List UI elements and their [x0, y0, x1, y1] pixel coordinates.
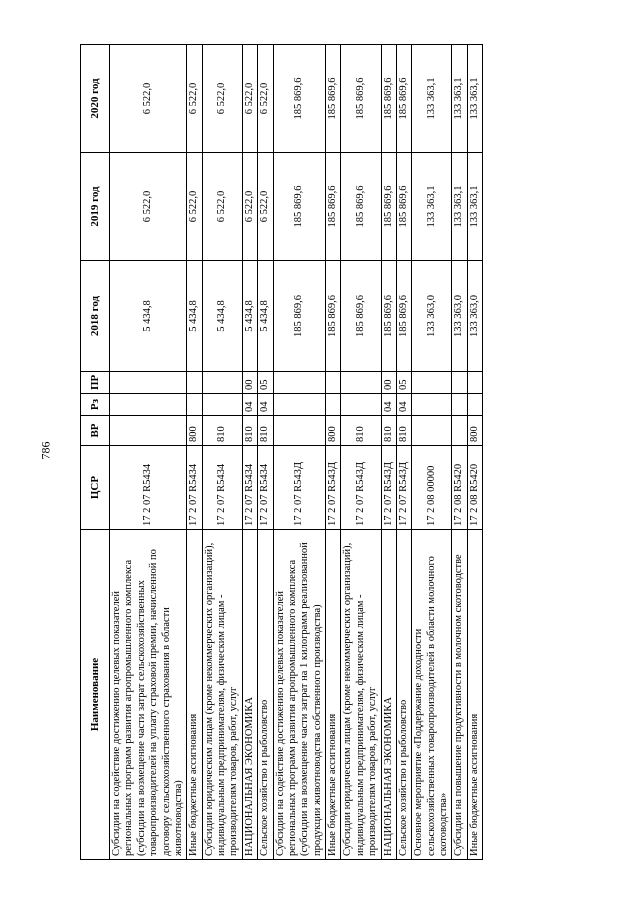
row-name: Иные бюджетные ассигнования	[467, 530, 482, 860]
row-2020: 133 363,1	[412, 45, 452, 153]
row-2018: 133 363,0	[467, 261, 482, 372]
row-vr: 800	[187, 416, 202, 446]
header-2019: 2019 год	[81, 153, 110, 261]
header-csr: ЦСР	[81, 446, 110, 530]
row-csr: 17 2 07 R5434	[242, 446, 257, 530]
row-rz	[341, 394, 381, 416]
row-vr: 800	[326, 416, 341, 446]
row-pr	[467, 372, 482, 394]
row-2020: 6 522,0	[110, 45, 187, 153]
row-vr	[110, 416, 187, 446]
row-csr: 17 2 07 R5434	[187, 446, 202, 530]
row-rz	[202, 394, 242, 416]
row-vr: 810	[341, 416, 381, 446]
row-csr: 17 2 07 R5434	[258, 446, 273, 530]
row-csr: 17 2 07 R5434	[110, 446, 187, 530]
row-2020: 6 522,0	[258, 45, 273, 153]
row-vr: 810	[396, 416, 411, 446]
row-2020: 185 869,6	[381, 45, 396, 153]
row-2019: 185 869,6	[326, 153, 341, 261]
row-2020: 6 522,0	[202, 45, 242, 153]
row-2020: 185 869,6	[396, 45, 411, 153]
row-pr	[110, 372, 187, 394]
row-2019: 185 869,6	[341, 153, 381, 261]
budget-table	[80, 44, 483, 860]
header-2020: 2020 год	[81, 45, 110, 153]
row-pr	[273, 372, 326, 394]
row-csr: 17 2 08 00000	[412, 446, 452, 530]
row-name: Иные бюджетные ассигнования	[326, 530, 341, 860]
row-csr: 17 2 07 R543Д	[381, 446, 396, 530]
row-2019: 133 363,1	[412, 153, 452, 261]
table-container	[80, 45, 520, 860]
table-row	[110, 45, 187, 860]
row-name: Сельское хозяйство и рыболовство	[396, 530, 411, 860]
row-2020: 133 363,1	[452, 45, 467, 153]
row-2018: 5 434,8	[187, 261, 202, 372]
row-pr: 00	[242, 372, 257, 394]
row-2019: 185 869,6	[273, 153, 326, 261]
row-2018: 5 434,8	[258, 261, 273, 372]
row-2019: 133 363,1	[467, 153, 482, 261]
table-row	[467, 45, 482, 860]
row-2019: 6 522,0	[110, 153, 187, 261]
row-pr: 05	[258, 372, 273, 394]
header-rz: Рз	[81, 394, 110, 416]
table-row	[242, 45, 257, 860]
row-2018: 5 434,8	[110, 261, 187, 372]
row-vr	[452, 416, 467, 446]
row-2018: 5 434,8	[202, 261, 242, 372]
row-name: НАЦИОНАЛЬНАЯ ЭКОНОМИКА	[242, 530, 257, 860]
row-pr	[326, 372, 341, 394]
row-2020: 185 869,6	[341, 45, 381, 153]
row-pr	[452, 372, 467, 394]
row-2019: 6 522,0	[187, 153, 202, 261]
row-rz	[412, 394, 452, 416]
row-name: Субсидии юридическим лицам (кроме некоммерческих организаций), индивидуальным предпринимателям, физическим лицам - производителям товаров, работ, услуг	[202, 530, 242, 860]
header-name: Наименование	[81, 530, 110, 860]
table-row	[326, 45, 341, 860]
row-2018: 185 869,6	[273, 261, 326, 372]
row-rz: 04	[381, 394, 396, 416]
row-name: Субсидии юридическим лицам (кроме некоммерческих организаций), индивидуальным предпринимателям, физическим лицам - производителям товаров, работ, услуг	[341, 530, 381, 860]
row-csr: 17 2 07 R5434	[202, 446, 242, 530]
row-csr: 17 2 07 R543Д	[396, 446, 411, 530]
row-2019: 6 522,0	[242, 153, 257, 261]
header-row	[81, 45, 110, 860]
row-name: НАЦИОНАЛЬНАЯ ЭКОНОМИКА	[381, 530, 396, 860]
row-csr: 17 2 08 R5420	[467, 446, 482, 530]
table-row	[202, 45, 242, 860]
row-2018: 185 869,6	[341, 261, 381, 372]
page-number: 786	[38, 441, 53, 460]
row-rz	[452, 394, 467, 416]
table-row	[258, 45, 273, 860]
row-2018: 185 869,6	[396, 261, 411, 372]
row-2019: 6 522,0	[258, 153, 273, 261]
row-rz	[326, 394, 341, 416]
row-vr	[273, 416, 326, 446]
row-vr	[412, 416, 452, 446]
row-csr: 17 2 07 R543Д	[341, 446, 381, 530]
row-vr: 810	[381, 416, 396, 446]
table-row	[273, 45, 326, 860]
row-rz	[110, 394, 187, 416]
row-2020: 6 522,0	[187, 45, 202, 153]
row-2018: 133 363,0	[452, 261, 467, 372]
row-name: Основное мероприятие «Поддержание доходности сельскохозяйственных товаропроизводителей в области молочного скотоводства»	[412, 530, 452, 860]
header-2018: 2018 год	[81, 261, 110, 372]
row-csr: 17 2 07 R543Д	[273, 446, 326, 530]
table-row	[341, 45, 381, 860]
row-2020: 133 363,1	[467, 45, 482, 153]
header-vr: ВР	[81, 416, 110, 446]
row-csr: 17 2 08 R5420	[452, 446, 467, 530]
table-row	[412, 45, 452, 860]
row-name: Сельское хозяйство и рыболовство	[258, 530, 273, 860]
table-row	[452, 45, 467, 860]
table-row	[396, 45, 411, 860]
row-rz: 04	[242, 394, 257, 416]
row-name: Субсидии на содействие достижению целевых показателей региональных программ развития агропромышленного комплекса (субсидии на возмещение части затрат сельскохозяйственных товаропроизводителей на уплату страховой премии, начисленной по договору сельскохозяйственного страхования в области животноводства)	[110, 530, 187, 860]
row-pr	[187, 372, 202, 394]
row-vr: 800	[467, 416, 482, 446]
row-pr	[412, 372, 452, 394]
row-2018: 185 869,6	[326, 261, 341, 372]
row-2020: 185 869,6	[273, 45, 326, 153]
row-pr	[341, 372, 381, 394]
row-2020: 6 522,0	[242, 45, 257, 153]
header-pr: ПР	[81, 372, 110, 394]
row-pr: 00	[381, 372, 396, 394]
row-name: Субсидии на повышение продуктивности в молочном скотоводстве	[452, 530, 467, 860]
row-2019: 6 522,0	[202, 153, 242, 261]
row-2019: 133 363,1	[452, 153, 467, 261]
row-pr	[202, 372, 242, 394]
row-name: Субсидии на содействие достижению целевых показателей региональных программ развития агропромышленного комплекса (субсидии на возмещение части затрат на 1 килограмм реализованной продукции животноводства собственного производства)	[273, 530, 326, 860]
row-2019: 185 869,6	[381, 153, 396, 261]
row-pr: 05	[396, 372, 411, 394]
row-vr: 810	[202, 416, 242, 446]
row-name: Иные бюджетные ассигнования	[187, 530, 202, 860]
row-rz	[187, 394, 202, 416]
row-2018: 133 363,0	[412, 261, 452, 372]
row-2020: 185 869,6	[326, 45, 341, 153]
row-rz	[273, 394, 326, 416]
row-rz: 04	[396, 394, 411, 416]
row-rz: 04	[258, 394, 273, 416]
row-csr: 17 2 07 R543Д	[326, 446, 341, 530]
row-2018: 5 434,8	[242, 261, 257, 372]
row-2018: 185 869,6	[381, 261, 396, 372]
row-2019: 185 869,6	[396, 153, 411, 261]
table-row	[187, 45, 202, 860]
row-vr: 810	[258, 416, 273, 446]
table-row	[381, 45, 396, 860]
row-rz	[467, 394, 482, 416]
row-vr: 810	[242, 416, 257, 446]
